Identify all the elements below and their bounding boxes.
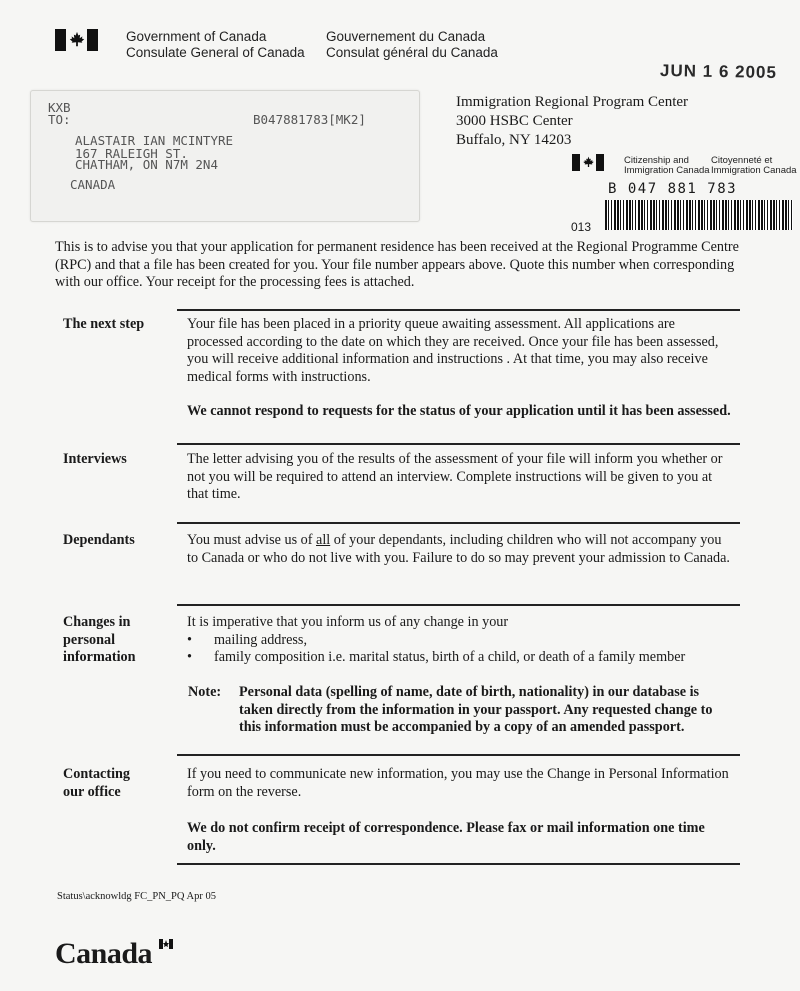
gov-fr: Gouvernement du Canada (326, 29, 486, 44)
wordmark-text: Canada (55, 937, 153, 970)
cic-en1: Citizenship and (624, 155, 689, 166)
next-step-bold: We cannot respond to requests for the status of your application until it has been assessed. (187, 403, 731, 419)
changes-label-2: personal (63, 631, 116, 648)
barcode (605, 200, 793, 230)
note-label: Note: (188, 684, 222, 700)
changes-label (63, 614, 136, 667)
note-text: Personal data (spelling of name, date of birth, nationality) in our database is taken directly from the information in your passport. Any requested change to this information must be accompanied by a copy of an amended passport. (239, 684, 713, 735)
gov-en: Government of Canada (126, 29, 267, 44)
addressee-name: ALASTAIR IAN MCINTYRE (75, 133, 234, 148)
consulate-en: Consulate General of Canada (126, 45, 305, 60)
dependants-text-underline: all (316, 532, 331, 548)
addressee-country: CANADA (70, 177, 116, 192)
divider (177, 443, 740, 445)
changes-intro: It is imperative that you inform us of any change in your (187, 614, 509, 630)
contacting-bold: We do not confirm receipt of correspondence. Please fax or mail information one time only. (187, 820, 705, 854)
divider (177, 309, 740, 311)
divider (177, 754, 740, 756)
next-step-text: Your file has been placed in a priority queue awaiting assessment. All applications are processed according to the date on which they are received. Once your file has been assessed, you will receive additional information and instructions . At that time, you may also receive medical forms with instructions. (187, 316, 719, 385)
dependants-label: Dependants (63, 532, 135, 548)
mailing-to: TO: (48, 112, 71, 127)
divider (177, 522, 740, 524)
government-header-fr (326, 29, 498, 61)
mailing-ref: B047881783[MK2] (253, 112, 366, 127)
contacting-label (63, 766, 130, 801)
rpc-address (456, 93, 688, 150)
cic-name-en (624, 156, 710, 176)
interviews-label: Interviews (63, 451, 127, 467)
rpc-line1: Immigration Regional Program Center (456, 94, 689, 110)
divider (177, 604, 740, 606)
contacting-label-2: our office (63, 783, 121, 800)
cic-code: 013 (571, 220, 592, 234)
form-code: Status\acknowldg FC_PN_PQ Apr 05 (57, 891, 216, 902)
intro-paragraph: This is to advise you that your application for permanent residence has been received at the Regional Programme Centre (RPC) and that a file has been created for you. Your file number appears above. Quote this number when corresponding with our office. Your receipt for the processing fees is attached. (55, 239, 739, 290)
changes-text (187, 614, 747, 667)
consulate-fr: Consulat général du Canada (326, 45, 498, 60)
dependants-text-after: of your dependants, including children who will not accompany you to Canada or who do not live with you. Failure to do so may prevent your admission to Canada. (187, 532, 730, 566)
cic-fr2: Immigration Canada (711, 165, 797, 176)
interviews-text: The letter advising you of the results of the assessment of your file will inform you whether or not you will be required to attend an interview. Complete instructions will be given to you at that time. (187, 451, 723, 502)
mailing-code: KXB (48, 100, 71, 115)
addressee-city: CHATHAM, ON N7M 2N4 (75, 157, 218, 172)
divider (177, 863, 740, 865)
rpc-line3: Buffalo, NY 14203 (456, 132, 572, 148)
date-stamp: JUN 1 6 2005 (659, 60, 778, 83)
file-number: B 047 881 783 (608, 181, 738, 197)
canada-wordmark (55, 937, 152, 971)
dependants-text-before: You must advise us of (187, 532, 317, 548)
changes-label-3: information (63, 649, 136, 665)
cic-fr1: Citoyenneté et (711, 155, 773, 166)
cic-flag-icon (572, 154, 604, 171)
canada-flag-icon (55, 29, 98, 51)
cic-name-fr (711, 156, 797, 176)
changes-label-1: Changes in (63, 614, 131, 630)
addressee-street: 167 RALEIGH ST. (75, 146, 188, 161)
contacting-label-1: Contacting (63, 766, 130, 782)
changes-list (187, 632, 747, 667)
rpc-line2: 3000 HSBC Center (456, 113, 573, 129)
wordmark-flag-icon (159, 939, 173, 949)
cic-en2: Immigration Canada (624, 165, 710, 176)
list-item: • mailing address, (187, 632, 747, 650)
contacting-text: If you need to communicate new information, you may use the Change in Personal Information form on the reverse. (187, 766, 729, 800)
government-header-en (126, 29, 305, 61)
list-item: • family composition i.e. marital status, birth of a child, or death of a family member (187, 649, 747, 667)
dependants-text (187, 532, 732, 567)
next-step-label: The next step (63, 316, 145, 332)
